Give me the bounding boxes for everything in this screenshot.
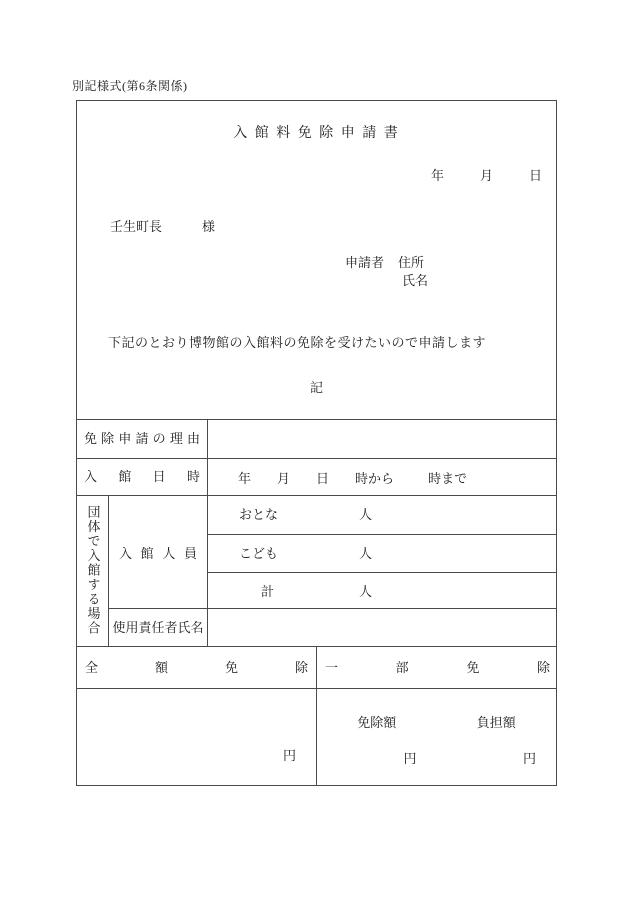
form-header-section — [77, 101, 556, 419]
datetime-from-label: 時から — [355, 470, 395, 486]
adults-label: おとな — [239, 507, 279, 522]
exempted-amount-column — [317, 689, 437, 785]
exemption-amount-row — [77, 688, 556, 785]
full-exemption-label: 全 額 免 除 — [77, 647, 317, 688]
datetime-month-label: 月 — [277, 470, 291, 486]
datetime-row — [77, 458, 556, 495]
applicant-name-line — [402, 272, 428, 290]
responsible-label-cell: 使用責任者氏名 — [109, 608, 207, 646]
applicant-block — [345, 254, 428, 290]
borne-amount-yen-label: 円 — [522, 751, 536, 766]
partial-exemption-label: 一 部 免 除 — [325, 660, 550, 675]
datetime-value-cell — [208, 459, 556, 495]
exemption-header-row — [77, 646, 556, 688]
full-exemption-yen-label: 円 — [282, 748, 296, 763]
adults-row — [208, 496, 556, 534]
addressee-name: 壬生町長 — [110, 219, 163, 234]
applicant-address-line — [345, 254, 428, 272]
adults-unit-label: 人 — [359, 507, 373, 522]
full-exemption-amount-cell — [77, 689, 317, 785]
group-vertical-label: 団体で入館する場合 — [85, 505, 101, 636]
children-label: こども — [239, 545, 279, 561]
group-counts-column — [208, 496, 556, 646]
responsible-value-cell — [208, 608, 556, 646]
form-style-label: 別記様式(第6条関係) — [72, 79, 188, 93]
total-label: 計 — [261, 583, 275, 599]
datetime-day-label: 日 — [316, 470, 330, 486]
applicant-label: 申請者 — [345, 255, 385, 270]
members-label-cell — [109, 496, 207, 608]
reason-row — [77, 419, 556, 458]
applicant-name-label: 氏名 — [402, 273, 429, 288]
members-label: 入 館 人 員 — [119, 545, 197, 561]
children-row — [208, 534, 556, 572]
exempted-amount-label: 免除額 — [357, 715, 397, 730]
addressee-line — [110, 216, 215, 235]
children-unit-label: 人 — [359, 545, 373, 561]
borne-amount-column — [437, 689, 557, 785]
exempted-amount-yen-label: 円 — [403, 751, 417, 766]
record-mark: 記 — [309, 380, 323, 395]
reason-value-cell — [208, 420, 556, 458]
group-middle-column — [109, 496, 208, 646]
group-vertical-label-cell — [77, 496, 109, 646]
total-unit-label: 人 — [359, 583, 373, 599]
statement-text: 下記のとおり博物館の入館料の免除を受けたいので申請します — [108, 335, 487, 350]
datetime-to-label: 時まで — [428, 470, 468, 486]
reason-label: 免 除 申 請 の 理 由 — [77, 420, 208, 458]
date-month-label: 月 — [479, 168, 493, 183]
date-line — [431, 165, 542, 184]
date-day-label: 日 — [528, 168, 542, 183]
partial-exemption-amount-cell — [317, 689, 556, 785]
date-year-label: 年 — [430, 168, 444, 183]
datetime-year-label: 年 — [238, 470, 252, 486]
borne-amount-label: 負担額 — [476, 715, 516, 730]
total-row — [208, 572, 556, 609]
form-title: 入 館 料 免 除 申 請 書 — [233, 126, 400, 141]
addressee-honorific: 様 — [202, 219, 216, 234]
datetime-label: 入 館 日 時 — [77, 459, 208, 495]
form-border-box — [76, 100, 557, 786]
applicant-address-label: 住所 — [398, 255, 425, 270]
group-section — [77, 495, 556, 646]
